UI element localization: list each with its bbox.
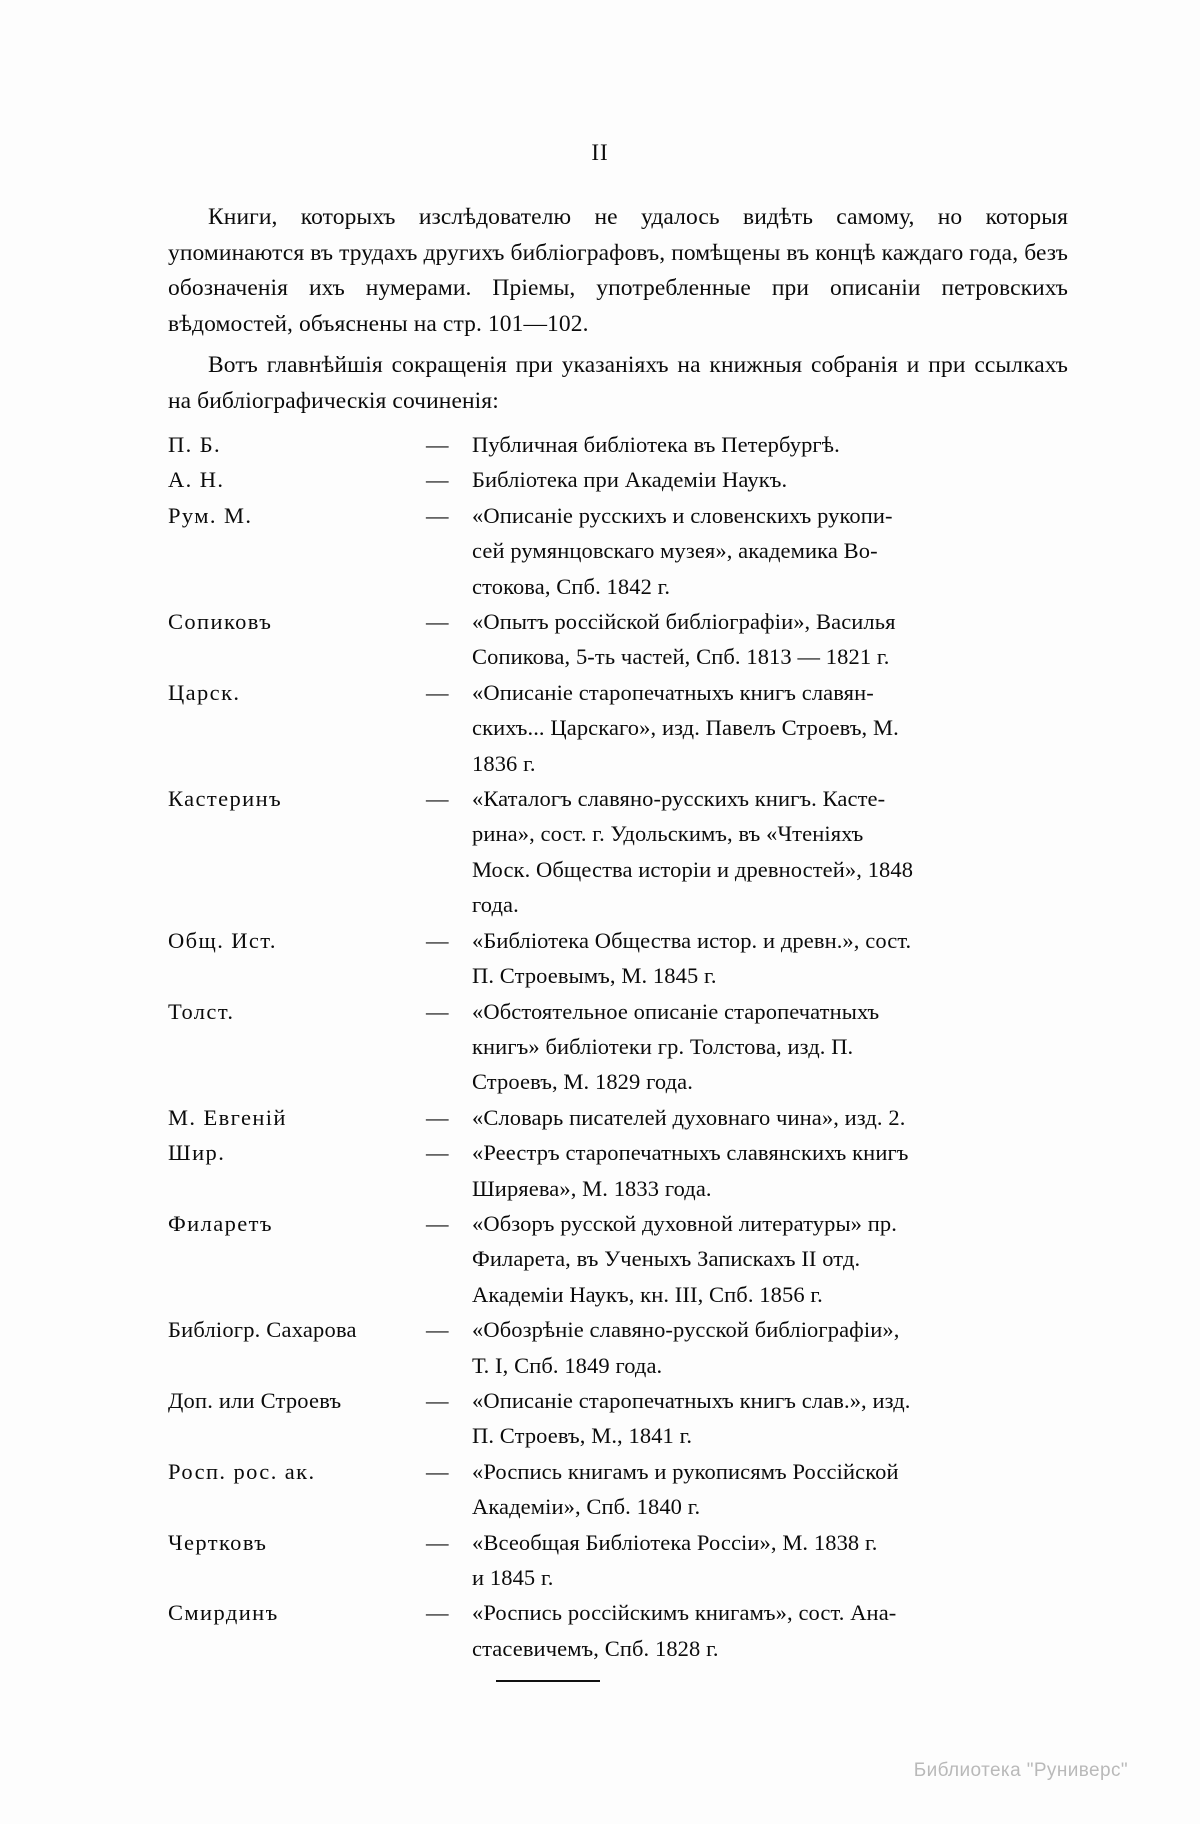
abbreviation-definition xyxy=(472,1595,1068,1666)
definition-line: «Реестръ старопечатныхъ славянскихъ книгъ xyxy=(472,1140,909,1166)
abbreviation-entry xyxy=(168,923,1068,994)
abbreviation-term: А. Н. xyxy=(168,467,225,493)
abbreviation-term: Росп. рос. ак. xyxy=(168,1458,316,1484)
abbreviation-definition xyxy=(472,1206,1068,1312)
definition-line: «Описаніе русскихъ и словенскихъ рукопи- xyxy=(472,502,893,528)
abbreviation-entry xyxy=(168,1383,1068,1454)
definition-line: скихъ... Царскаго», изд. Павелъ Строевъ, М. xyxy=(472,715,899,741)
page-content xyxy=(168,200,1068,1666)
abbreviation-term: Сопиковъ xyxy=(168,609,273,635)
abbreviation-term: Царск. xyxy=(168,679,241,705)
definition-line: Академіи Наукъ, кн. III, Спб. 1856 г. xyxy=(472,1281,823,1307)
paragraph-abbrev-lead: Вотъ главнѣйшія сокращенія при указаніяхъ на книжныя собранія и при ссылкахъ на библіографическія сочиненія: xyxy=(168,352,1068,414)
abbreviation-dash: — xyxy=(426,679,449,705)
abbreviation-definition xyxy=(472,675,1068,781)
definition-line: «Описаніе старопечатныхъ книгъ слав.», изд. xyxy=(472,1387,911,1413)
abbreviation-definition xyxy=(472,604,1068,675)
abbreviation-entry xyxy=(168,675,1068,781)
abbreviation-term: Рум. М. xyxy=(168,502,253,528)
definition-line: Сопикова, 5-ть частей, Спб. 1813 — 1821 г. xyxy=(472,644,890,670)
definition-line: «Библіотека Общества истор. и древн.», сост. xyxy=(472,927,912,953)
abbreviation-definition xyxy=(472,498,1068,604)
abbreviation-dash: — xyxy=(426,998,449,1024)
abbreviation-definition xyxy=(472,1525,1068,1596)
abbreviation-term: П. Б. xyxy=(168,432,222,457)
abbreviation-term: Библіогр. Сахарова xyxy=(168,1317,357,1343)
abbreviation-definition xyxy=(472,1135,1068,1206)
abbreviation-definition xyxy=(472,427,1068,462)
definition-line: «Обстоятельное описаніе старопечатныхъ xyxy=(472,998,880,1024)
abbreviation-term: Шир. xyxy=(168,1140,226,1166)
definition-line: П. Строевъ, М., 1841 г. xyxy=(472,1423,693,1449)
abbreviation-dash: — xyxy=(426,1317,449,1343)
paragraph-intro: Книги, которыхъ изслѣдователю не удалось видѣть самому, но которыя упоминаются въ трудахъ другихъ библіографовъ, помѣщены въ концѣ каждаго года, безъ обозначенія ихъ нумерами. Пріемы, употребленные при описаніи петровскихъ вѣдомостей, объяснены на стр. 101—102. xyxy=(168,204,1068,337)
definition-line: и 1845 г. xyxy=(472,1565,554,1590)
abbreviation-term: Доп. или Строевъ xyxy=(168,1387,342,1413)
abbreviation-list xyxy=(168,427,1068,1666)
definition-line: «Обозрѣніе славяно-русской библіографіи», xyxy=(472,1317,900,1343)
definition-line: Библіотека при Академіи Наукъ. xyxy=(472,467,788,493)
definition-line: Т. I, Спб. 1849 года. xyxy=(472,1352,663,1378)
definition-line: «Описаніе старопечатныхъ книгъ славян- xyxy=(472,679,874,705)
definition-line: 1836 г. xyxy=(472,750,536,776)
abbreviation-entry xyxy=(168,1100,1068,1135)
definition-line: «Опытъ россійской библіографіи», Василья xyxy=(472,609,896,635)
abbreviation-dash: — xyxy=(426,1458,449,1484)
definition-line: Академіи», Спб. 1840 г. xyxy=(472,1494,701,1520)
abbreviation-entry xyxy=(168,1206,1068,1312)
definition-line: года. xyxy=(472,892,519,918)
definition-line: «Роспись книгамъ и рукописямъ Россійской xyxy=(472,1458,899,1484)
definition-line: рина», сост. г. Удольскимъ, въ «Чтеніяхъ xyxy=(472,821,864,847)
abbreviation-dash: — xyxy=(426,1104,449,1130)
abbreviation-entry xyxy=(168,1312,1068,1383)
library-watermark: Библиотека "Руниверс" xyxy=(913,1760,1128,1781)
abbreviation-entry xyxy=(168,781,1068,923)
abbreviation-dash: — xyxy=(426,502,449,528)
abbreviation-dash: — xyxy=(426,1387,449,1413)
abbreviation-definition xyxy=(472,462,1068,497)
abbreviation-entry xyxy=(168,1454,1068,1525)
abbreviation-definition xyxy=(472,1100,1068,1135)
abbreviation-dash: — xyxy=(426,467,449,493)
abbreviation-entry xyxy=(168,427,1068,462)
abbreviation-definition xyxy=(472,994,1068,1100)
definition-line: Строевъ, М. 1829 года. xyxy=(472,1069,693,1095)
abbreviation-dash: — xyxy=(426,786,449,812)
abbreviation-term: Толст. xyxy=(168,998,235,1024)
abbreviation-dash: — xyxy=(426,432,449,457)
abbreviation-term: Смирдинъ xyxy=(168,1600,279,1626)
abbreviation-definition xyxy=(472,923,1068,994)
abbreviation-entry xyxy=(168,1595,1068,1666)
definition-line: сей румянцовскаго музея», академика Во- xyxy=(472,538,878,564)
definition-line: П. Строевымъ, М. 1845 г. xyxy=(472,963,717,989)
definition-line: Публичная библіотека въ Петербургѣ. xyxy=(472,432,840,457)
section-divider xyxy=(496,1680,600,1682)
definition-line: «Роспись россійскимъ книгамъ», сост. Ана- xyxy=(472,1600,897,1626)
abbreviation-term: Филаретъ xyxy=(168,1210,273,1236)
abbreviation-dash: — xyxy=(426,1600,449,1626)
abbreviation-definition xyxy=(472,781,1068,923)
page-number: II xyxy=(591,140,609,165)
abbreviation-definition xyxy=(472,1312,1068,1383)
abbreviation-entry xyxy=(168,1525,1068,1596)
abbreviation-term: Общ. Ист. xyxy=(168,927,277,953)
abbreviation-term: Кастеринъ xyxy=(168,786,283,812)
abbreviation-dash: — xyxy=(426,1529,449,1555)
abbreviation-dash: — xyxy=(426,927,449,953)
abbreviation-entry xyxy=(168,498,1068,604)
abbreviation-dash: — xyxy=(426,609,449,635)
abbreviation-term: Чертковъ xyxy=(168,1529,268,1555)
definition-line: книгъ» библіотеки гр. Толстова, изд. П. xyxy=(472,1033,854,1059)
definition-line: стасевичемъ, Спб. 1828 г. xyxy=(472,1635,719,1661)
abbreviation-dash: — xyxy=(426,1210,449,1236)
abbreviation-entry xyxy=(168,462,1068,497)
abbreviation-definition xyxy=(472,1383,1068,1454)
abbreviation-dash: — xyxy=(426,1140,449,1166)
definition-line: стокова, Спб. 1842 г. xyxy=(472,573,671,599)
definition-line: «Всеобщая Библіотека Россіи», М. 1838 г. xyxy=(472,1529,878,1555)
abbreviation-term: М. Евгеній xyxy=(168,1104,287,1130)
definition-line: Моск. Общества исторіи и древностей», 1848 xyxy=(472,856,914,882)
abbreviation-entry xyxy=(168,604,1068,675)
definition-line: Филарета, въ Ученыхъ Запискахъ II отд. xyxy=(472,1246,861,1272)
definition-line: «Словарь писателей духовнаго чина», изд. 2. xyxy=(472,1104,906,1130)
abbreviation-entry xyxy=(168,994,1068,1100)
abbreviation-definition xyxy=(472,1454,1068,1525)
definition-line: Ширяева», М. 1833 года. xyxy=(472,1175,712,1201)
definition-line: «Обзоръ русской духовной литературы» пр. xyxy=(472,1210,897,1236)
abbreviation-entry xyxy=(168,1135,1068,1206)
definition-line: «Каталогъ славяно-русскихъ книгъ. Касте- xyxy=(472,786,886,812)
